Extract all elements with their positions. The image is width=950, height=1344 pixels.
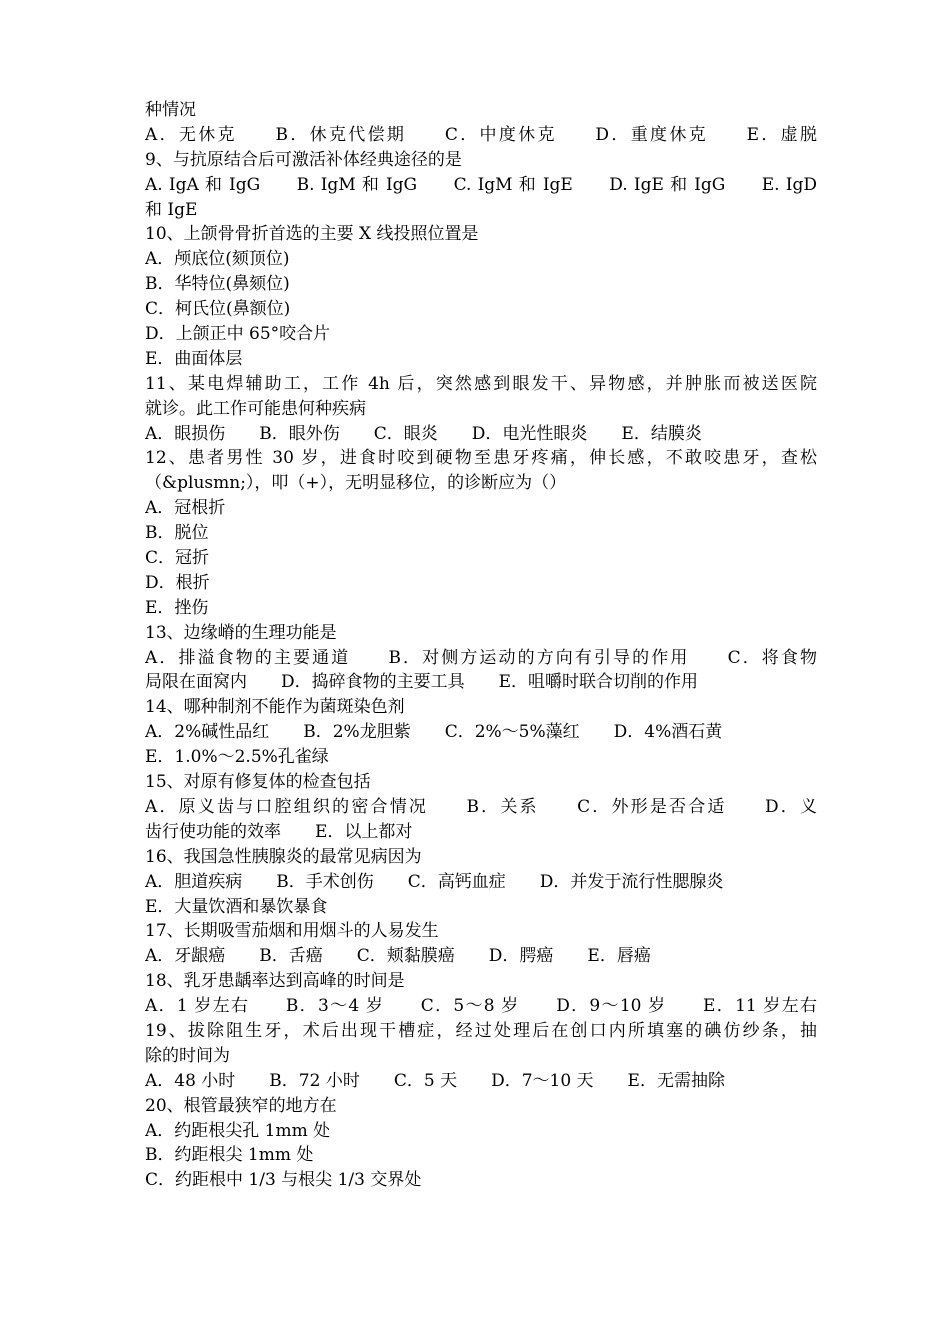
question-line: 19、拔除阻生牙，术后出现干槽症，经过处理后在创口内所填塞的碘仿纱条，抽 (145, 1020, 817, 1041)
option-line: A．2%碱性品红 B．2%龙胆紫 C．2%～5%藻红 D．4%酒石黄 (145, 722, 723, 743)
text-line: 齿行使功能的效率 E．以上都对 (145, 821, 413, 842)
option-line: C．柯氏位(鼻额位) (145, 299, 291, 320)
option-line: E．曲面体层 (145, 348, 243, 369)
option-line: A．排溢食物的主要通道 B．对侧方运动的方向有引导的作用 C．将食物 (145, 647, 817, 668)
option-line: B．脱位 (145, 523, 209, 544)
option-line: A．胆道疾病 B．手术创伤 C．高钙血症 D．并发于流行性腮腺炎 (145, 871, 724, 892)
question-line: 10、上颌骨骨折首选的主要 X 线投照位置是 (145, 224, 479, 245)
option-line: C．冠折 (145, 548, 210, 569)
question-line: 13、边缘嵴的生理功能是 (145, 622, 337, 643)
text-line: 除的时间为 (145, 1045, 230, 1066)
option-line: A．48 小时 B．72 小时 C．5 天 D．7～10 天 E．无需抽除 (145, 1070, 725, 1091)
document-body (145, 98, 817, 1193)
option-line: B．约距根尖 1mm 处 (145, 1145, 314, 1166)
text-line: 局限在面窝内 D．捣碎食物的主要工具 E．咀嚼时联合切削的作用 (145, 672, 699, 693)
option-line: D．根折 (145, 572, 210, 593)
text-line: 种情况 (145, 100, 196, 120)
option-line: E．1.0%～2.5%孔雀绿 (145, 747, 329, 768)
option-line: A．颅底位(颏顶位) (145, 249, 290, 270)
option-line: C．约距根中 1/3 与根尖 1/3 交界处 (145, 1170, 422, 1191)
question-line: 17、长期吸雪茄烟和用烟斗的人易发生 (145, 921, 439, 942)
question-line: 14、哪种制剂不能作为菌斑染色剂 (145, 697, 405, 718)
question-line: 20、根管最狭窄的地方在 (145, 1095, 337, 1116)
option-line: E．大量饮酒和暴饮暴食 (145, 896, 328, 917)
option-line: D．上颌正中 65°咬合片 (145, 324, 331, 345)
text-line: A. IgA 和 IgG B. IgM 和 IgG C. IgM 和 IgE D. IgE 和 IgG E. IgD (145, 174, 817, 195)
option-line: A．原义齿与口腔组织的密合情况 B．关系 C．外形是否合适 D．义 (145, 796, 817, 817)
option-line: A．1 岁左右 B．3～4 岁 C．5～8 岁 D．9～10 岁 E．11 岁左右 (145, 996, 817, 1017)
text-line: A．无休克 B．休克代偿期 C．中度休克 D．重度休克 E．虚脱 (145, 124, 817, 145)
question-line: 16、我国急性胰腺炎的最常见病因为 (145, 846, 422, 867)
question-line: 18、乳牙患龋率达到高峰的时间是 (145, 971, 405, 992)
text-line: 就诊。此工作可能患何种疾病 (145, 398, 366, 419)
option-line: A．眼损伤 B．眼外伤 C．眼炎 D．电光性眼炎 E．结膜炎 (145, 423, 702, 444)
question-line: 11、某电焊辅助工，工作 4h 后，突然感到眼发干、异物感，并肿胀而被送医院 (145, 373, 817, 394)
question-line: 15、对原有修复体的检查包括 (145, 772, 371, 793)
option-line: A．约距根尖孔 1mm 处 (145, 1120, 331, 1141)
text-line: 和 IgE (145, 199, 198, 220)
question-line: 12、患者男性 30 岁，进食时咬到硬物至患牙疼痛，伸长感，不敢咬患牙，查松 (145, 448, 817, 469)
option-line: A．冠根折 (145, 498, 226, 519)
option-line: E．挫伤 (145, 597, 209, 618)
text-line: （&plusmn;），叩（+），无明显移位，的诊断应为（） (145, 473, 567, 494)
option-line: A．牙龈癌 B．舌癌 C．颊黏膜癌 D．腭癌 E．唇癌 (145, 946, 651, 967)
question-line: 9、与抗原结合后可激活补体经典途径的是 (145, 149, 462, 170)
option-line: B．华特位(鼻颏位) (145, 274, 290, 295)
